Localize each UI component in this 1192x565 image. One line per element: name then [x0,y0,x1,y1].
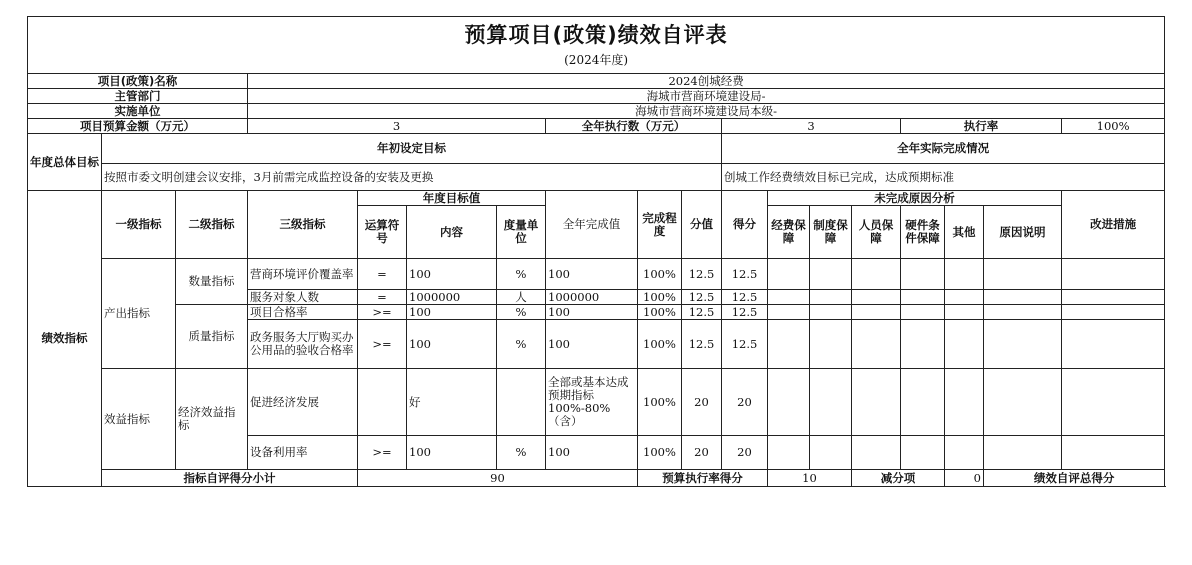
table-row-cell [1062,369,1165,436]
table-row-cell [768,369,810,436]
header-content: 内容 [407,206,497,259]
table-row-level3: 促进经济发展 [248,369,358,436]
table-row-value: 12.5 [682,290,722,305]
table-row-cell [852,369,901,436]
table-row-completion: 100% [638,305,682,320]
table-row-cell [810,369,852,436]
table-row-cell [901,259,945,290]
table-row-completion: 100% [638,436,682,470]
header-full-year: 全年完成值 [546,191,638,259]
table-row-unit: % [497,436,546,470]
goal-label: 年度总体目标 [28,134,102,191]
year-subtitle: (2024年度) [564,53,629,67]
table-row-level3: 营商环境评价覆盖率 [248,259,358,290]
table-row-value: 20 [682,369,722,436]
header-score: 得分 [722,191,768,259]
header-completion: 完成程度 [638,191,682,259]
dept-label: 主管部门 [28,89,248,104]
evaluation-table [27,16,1165,487]
table-row-score: 20 [722,369,768,436]
table-row-cell [945,305,984,320]
table-row-op: >= [358,305,407,320]
project-name-label: 项目(政策)名称 [28,74,248,89]
page-title: 预算项目(政策)绩效自评表 [464,23,728,47]
project-name-value: 2024创城经费 [248,74,1165,89]
table-row-cell [984,436,1062,470]
table-row-level3: 设备利用率 [248,436,358,470]
budget-label: 项目预算金额（万元） [28,119,248,134]
table-row-cell [1062,436,1165,470]
table-row-cell [810,305,852,320]
table-row-full: 100 [546,259,638,290]
table-row-cell [984,290,1062,305]
table-row-cell [1062,290,1165,305]
rate-value: 100% [1062,119,1165,134]
table-row-cell [810,290,852,305]
subtotal-label: 指标自评得分小计 [102,470,358,487]
table-row-unit: 人 [497,290,546,305]
table-row-content: 100 [407,259,497,290]
table-row-cell [1062,259,1165,290]
table-row-completion: 100% [638,369,682,436]
table-row-content: 100 [407,320,497,369]
table-row-value: 12.5 [682,320,722,369]
table-row-cell [901,369,945,436]
goal-initial-header: 年初设定目标 [102,134,722,164]
budget-value: 3 [248,119,546,134]
table-row-cell [852,290,901,305]
table-row-cell [984,320,1062,369]
table-row-score: 12.5 [722,305,768,320]
table-row-cell [852,305,901,320]
table-row-cell [945,259,984,290]
exec-score-label: 预算执行率得分 [638,470,768,487]
table-row-level3: 项目合格率 [248,305,358,320]
table-row-cell [984,305,1062,320]
table-row-score: 12.5 [722,259,768,290]
table-row-content: 100 [407,305,497,320]
table-row-value: 12.5 [682,259,722,290]
table-row-cell [901,320,945,369]
table-row-full: 1000000 [546,290,638,305]
evaluation-sheet [27,16,1164,542]
table-row-cell [852,320,901,369]
table-row-cell [852,259,901,290]
executed-value: 3 [722,119,901,134]
table-row-cell [901,290,945,305]
table-row-cell [1062,305,1165,320]
goal-actual-header: 全年实际完成情况 [722,134,1165,164]
table-row-cell [984,259,1062,290]
exec-score-value: 10 [768,470,852,487]
perf-label: 绩效指标 [28,191,102,487]
header-annual-target: 年度目标值 [358,191,546,206]
group-quality: 质量指标 [176,305,248,369]
table-row-full: 100 [546,305,638,320]
header-level1: 一级指标 [102,191,176,259]
table-row-cell [768,436,810,470]
table-row-cell [945,436,984,470]
header-reason-other: 其他 [945,206,984,259]
header-reason-explain: 原因说明 [984,206,1062,259]
table-row-cell [945,369,984,436]
table-row-op: = [358,290,407,305]
deduct-value: 0 [945,470,984,487]
table-row-cell [810,436,852,470]
table-row-cell [768,320,810,369]
header-reason-staff: 人员保障 [852,206,901,259]
group-economic: 经济效益指标 [176,369,248,470]
table-row-cell [768,259,810,290]
table-row-value: 20 [682,436,722,470]
total-label: 绩效自评总得分 [984,470,1165,487]
table-row-unit: % [497,320,546,369]
table-row-level3: 服务对象人数 [248,290,358,305]
subtotal-value: 90 [358,470,638,487]
deduct-label: 减分项 [852,470,945,487]
table-row-cell [945,320,984,369]
executed-label: 全年执行数（万元） [546,119,722,134]
header-level2: 二级指标 [176,191,248,259]
table-row-score: 12.5 [722,320,768,369]
header-op: 运算符号 [358,206,407,259]
header-unit: 度量单位 [497,206,546,259]
table-row-op: >= [358,320,407,369]
table-row-unit: % [497,305,546,320]
header-reason-funds: 经费保障 [768,206,810,259]
table-row-cell [945,290,984,305]
goal-initial-text: 按照市委文明创建会议安排，3月前需完成监控设备的安装及更换 [102,164,722,191]
header-reason-hardware: 硬件条件保障 [901,206,945,259]
group-output: 产出指标 [102,259,176,369]
table-row-op [358,369,407,436]
goal-actual-text: 创城工作经费绩效目标已完成，达成预期标准 [722,164,1165,191]
table-row-level3: 政务服务大厅购买办公用品的验收合格率 [248,320,358,369]
unit-value: 海城市营商环境建设局本级- [248,104,1165,119]
table-row-score: 12.5 [722,290,768,305]
table-row-cell [768,290,810,305]
title-cell [28,17,1165,74]
table-row-value: 12.5 [682,305,722,320]
table-row-score: 20 [722,436,768,470]
table-row-completion: 100% [638,290,682,305]
rate-label: 执行率 [901,119,1062,134]
table-row-cell [901,305,945,320]
table-row-completion: 100% [638,259,682,290]
dept-value: 海城市营商环境建设局- [248,89,1165,104]
table-row-cell [810,259,852,290]
table-row-op: = [358,259,407,290]
table-row-content: 100 [407,436,497,470]
table-row-content: 1000000 [407,290,497,305]
table-row-unit: % [497,259,546,290]
header-reason-system: 制度保障 [810,206,852,259]
table-row-full: 100 [546,436,638,470]
table-row-full: 100 [546,320,638,369]
table-row-op: >= [358,436,407,470]
header-improve: 改进措施 [1062,191,1165,259]
header-level3: 三级指标 [248,191,358,259]
table-row-cell [852,436,901,470]
group-quantity: 数量指标 [176,259,248,305]
table-row-cell [810,320,852,369]
table-row-cell [768,305,810,320]
table-row-cell [901,436,945,470]
table-row-cell [1062,320,1165,369]
header-reason-group: 未完成原因分析 [768,191,1062,206]
table-row-content: 好 [407,369,497,436]
table-row-unit [497,369,546,436]
header-score-value: 分值 [682,191,722,259]
group-benefit: 效益指标 [102,369,176,470]
table-row-full: 全部或基本达成预期指标100%-80%（含） [546,369,638,436]
table-row-cell [984,369,1062,436]
table-row-completion: 100% [638,320,682,369]
unit-label: 实施单位 [28,104,248,119]
